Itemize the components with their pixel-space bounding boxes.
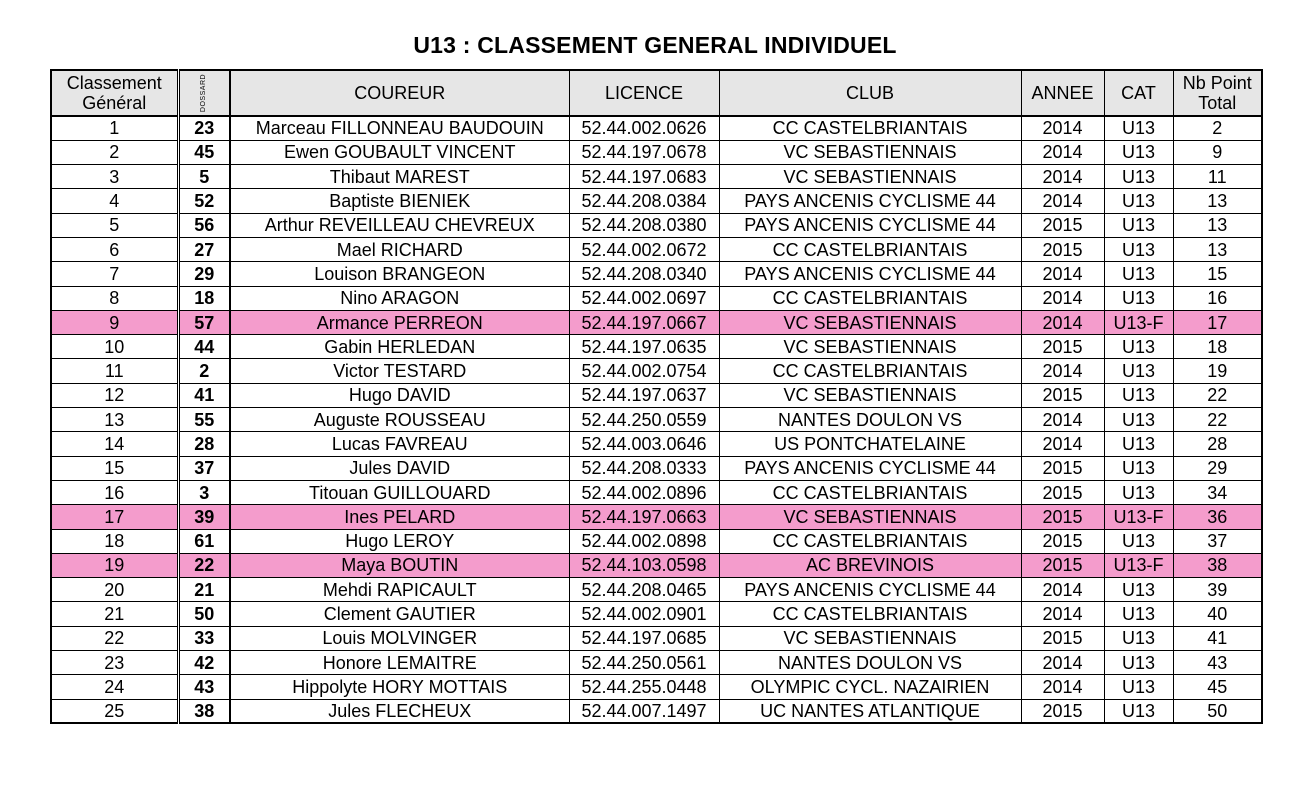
table-row [51,237,1262,261]
cell-dossard: 41 [178,383,230,407]
cell-points: 13 [1173,213,1262,237]
cell-club: VC SEBASTIENNAIS [719,335,1021,359]
cell-annee: 2014 [1021,432,1104,456]
cell-rank: 6 [51,237,178,261]
cell-annee: 2014 [1021,310,1104,334]
cell-licence: 52.44.208.0380 [569,213,719,237]
cell-cat: U13 [1104,213,1173,237]
cell-rank: 10 [51,335,178,359]
cell-points: 13 [1173,237,1262,261]
header-annee: ANNEE [1021,70,1104,116]
cell-rank: 25 [51,699,178,723]
table-row [51,480,1262,504]
cell-rank: 19 [51,553,178,577]
cell-cat: U13-F [1104,505,1173,529]
cell-annee: 2014 [1021,262,1104,286]
cell-licence: 52.44.002.0896 [569,480,719,504]
cell-licence: 52.44.003.0646 [569,432,719,456]
cell-coureur: Ines PELARD [230,505,569,529]
cell-licence: 52.44.002.0898 [569,529,719,553]
cell-points: 38 [1173,553,1262,577]
cell-annee: 2014 [1021,408,1104,432]
cell-rank: 22 [51,626,178,650]
cell-dossard: 33 [178,626,230,650]
cell-points: 34 [1173,480,1262,504]
cell-cat: U13 [1104,237,1173,261]
header-club: CLUB [719,70,1021,116]
cell-points: 9 [1173,140,1262,164]
header-rank-line1: Classement [66,73,162,93]
cell-rank: 21 [51,602,178,626]
cell-dossard: 44 [178,335,230,359]
cell-cat: U13 [1104,408,1173,432]
table-row [51,116,1262,140]
table-row [51,213,1262,237]
cell-annee: 2015 [1021,626,1104,650]
cell-points: 28 [1173,432,1262,456]
cell-annee: 2015 [1021,699,1104,723]
cell-cat: U13 [1104,578,1173,602]
table-row [51,140,1262,164]
cell-coureur: Honore LEMAITRE [230,651,569,675]
cell-cat: U13 [1104,699,1173,723]
cell-club: VC SEBASTIENNAIS [719,310,1021,334]
cell-points: 50 [1173,699,1262,723]
table-row [51,383,1262,407]
cell-cat: U13 [1104,189,1173,213]
table-row [51,165,1262,189]
cell-annee: 2015 [1021,383,1104,407]
table-row [51,626,1262,650]
cell-annee: 2015 [1021,213,1104,237]
cell-dossard: 29 [178,262,230,286]
cell-cat: U13 [1104,602,1173,626]
page-title: U13 : CLASSEMENT GENERAL INDIVIDUEL [413,32,897,58]
cell-club: NANTES DOULON VS [719,651,1021,675]
cell-licence: 52.44.197.0678 [569,140,719,164]
cell-rank: 2 [51,140,178,164]
cell-dossard: 28 [178,432,230,456]
cell-coureur: Marceau FILLONNEAU BAUDOUIN [230,116,569,140]
cell-annee: 2014 [1021,286,1104,310]
cell-coureur: Jules DAVID [230,456,569,480]
cell-club: VC SEBASTIENNAIS [719,383,1021,407]
cell-cat: U13 [1104,480,1173,504]
cell-licence: 52.44.103.0598 [569,553,719,577]
cell-dossard: 50 [178,602,230,626]
cell-annee: 2014 [1021,602,1104,626]
cell-club: OLYMPIC CYCL. NAZAIRIEN [719,675,1021,699]
cell-coureur: Titouan GUILLOUARD [230,480,569,504]
cell-rank: 12 [51,383,178,407]
cell-club: CC CASTELBRIANTAIS [719,286,1021,310]
table-body [51,116,1262,723]
cell-annee: 2015 [1021,335,1104,359]
cell-club: AC BREVINOIS [719,553,1021,577]
cell-coureur: Thibaut MAREST [230,165,569,189]
cell-club: VC SEBASTIENNAIS [719,165,1021,189]
cell-points: 36 [1173,505,1262,529]
cell-coureur: Mehdi RAPICAULT [230,578,569,602]
cell-licence: 52.44.002.0697 [569,286,719,310]
cell-points: 41 [1173,626,1262,650]
cell-coureur: Nino ARAGON [230,286,569,310]
cell-licence: 52.44.197.0685 [569,626,719,650]
cell-dossard: 61 [178,529,230,553]
cell-rank: 16 [51,480,178,504]
cell-points: 22 [1173,408,1262,432]
cell-rank: 9 [51,310,178,334]
cell-dossard: 45 [178,140,230,164]
cell-coureur: Victor TESTARD [230,359,569,383]
cell-points: 15 [1173,262,1262,286]
cell-dossard: 2 [178,359,230,383]
table-row [51,432,1262,456]
cell-annee: 2014 [1021,359,1104,383]
cell-licence: 52.44.197.0667 [569,310,719,334]
header-licence: LICENCE [569,70,719,116]
table-row [51,505,1262,529]
cell-coureur: Auguste ROUSSEAU [230,408,569,432]
cell-rank: 1 [51,116,178,140]
cell-licence: 52.44.002.0901 [569,602,719,626]
cell-club: VC SEBASTIENNAIS [719,505,1021,529]
cell-dossard: 23 [178,116,230,140]
cell-cat: U13 [1104,335,1173,359]
table-row [51,335,1262,359]
cell-licence: 52.44.208.0333 [569,456,719,480]
cell-rank: 4 [51,189,178,213]
cell-club: NANTES DOULON VS [719,408,1021,432]
table-row [51,578,1262,602]
cell-rank: 11 [51,359,178,383]
cell-rank: 18 [51,529,178,553]
cell-coureur: Hippolyte HORY MOTTAIS [230,675,569,699]
cell-club: US PONTCHATELAINE [719,432,1021,456]
cell-points: 37 [1173,529,1262,553]
cell-rank: 15 [51,456,178,480]
cell-club: CC CASTELBRIANTAIS [719,237,1021,261]
header-points-line1: Nb Point [1182,73,1252,93]
cell-club: PAYS ANCENIS CYCLISME 44 [719,456,1021,480]
table-row [51,189,1262,213]
cell-points: 39 [1173,578,1262,602]
header-points-line2: Total [1198,93,1237,113]
cell-club: CC CASTELBRIANTAIS [719,359,1021,383]
cell-coureur: Hugo DAVID [230,383,569,407]
cell-cat: U13 [1104,383,1173,407]
cell-annee: 2014 [1021,140,1104,164]
ranking-table [50,69,1263,724]
cell-licence: 52.44.197.0635 [569,335,719,359]
cell-dossard: 52 [178,189,230,213]
cell-coureur: Louison BRANGEON [230,262,569,286]
table-row [51,699,1262,723]
cell-coureur: Jules FLECHEUX [230,699,569,723]
table-row [51,456,1262,480]
cell-club: CC CASTELBRIANTAIS [719,529,1021,553]
cell-rank: 8 [51,286,178,310]
cell-dossard: 37 [178,456,230,480]
cell-points: 29 [1173,456,1262,480]
cell-rank: 20 [51,578,178,602]
header-dossard-label: DOSSARD [200,73,208,113]
cell-dossard: 42 [178,651,230,675]
cell-dossard: 43 [178,675,230,699]
table-row [51,651,1262,675]
cell-licence: 52.44.250.0559 [569,408,719,432]
cell-dossard: 57 [178,310,230,334]
cell-coureur: Louis MOLVINGER [230,626,569,650]
cell-licence: 52.44.197.0663 [569,505,719,529]
cell-annee: 2015 [1021,553,1104,577]
cell-dossard: 56 [178,213,230,237]
cell-cat: U13-F [1104,310,1173,334]
cell-club: PAYS ANCENIS CYCLISME 44 [719,262,1021,286]
table-row [51,262,1262,286]
cell-licence: 52.44.255.0448 [569,675,719,699]
cell-cat: U13 [1104,432,1173,456]
cell-coureur: Lucas FAVREAU [230,432,569,456]
cell-club: CC CASTELBRIANTAIS [719,116,1021,140]
cell-dossard: 27 [178,237,230,261]
cell-cat: U13 [1104,116,1173,140]
cell-points: 2 [1173,116,1262,140]
cell-cat: U13-F [1104,553,1173,577]
table-row [51,286,1262,310]
cell-cat: U13 [1104,286,1173,310]
cell-points: 40 [1173,602,1262,626]
cell-points: 19 [1173,359,1262,383]
cell-coureur: Gabin HERLEDAN [230,335,569,359]
cell-licence: 52.44.197.0683 [569,165,719,189]
table-row [51,553,1262,577]
cell-coureur: Mael RICHARD [230,237,569,261]
cell-points: 45 [1173,675,1262,699]
cell-dossard: 55 [178,408,230,432]
header-points [1173,70,1262,116]
cell-club: PAYS ANCENIS CYCLISME 44 [719,213,1021,237]
cell-club: CC CASTELBRIANTAIS [719,480,1021,504]
table-row [51,529,1262,553]
cell-dossard: 39 [178,505,230,529]
table-row [51,359,1262,383]
cell-club: UC NANTES ATLANTIQUE [719,699,1021,723]
cell-points: 18 [1173,335,1262,359]
cell-dossard: 21 [178,578,230,602]
cell-coureur: Ewen GOUBAULT VINCENT [230,140,569,164]
table-header [51,70,1262,116]
cell-annee: 2015 [1021,237,1104,261]
header-rank [51,70,178,116]
cell-coureur: Armance PERREON [230,310,569,334]
cell-rank: 14 [51,432,178,456]
cell-points: 43 [1173,651,1262,675]
header-coureur: COUREUR [230,70,569,116]
cell-cat: U13 [1104,675,1173,699]
cell-cat: U13 [1104,529,1173,553]
cell-points: 13 [1173,189,1262,213]
cell-licence: 52.44.002.0672 [569,237,719,261]
cell-licence: 52.44.208.0465 [569,578,719,602]
cell-points: 11 [1173,165,1262,189]
cell-rank: 17 [51,505,178,529]
cell-annee: 2014 [1021,116,1104,140]
cell-annee: 2015 [1021,456,1104,480]
cell-club: VC SEBASTIENNAIS [719,626,1021,650]
cell-cat: U13 [1104,626,1173,650]
cell-licence: 52.44.197.0637 [569,383,719,407]
cell-cat: U13 [1104,262,1173,286]
cell-annee: 2015 [1021,529,1104,553]
cell-licence: 52.44.002.0754 [569,359,719,383]
cell-annee: 2015 [1021,505,1104,529]
table-row [51,408,1262,432]
table-row [51,310,1262,334]
cell-club: PAYS ANCENIS CYCLISME 44 [719,189,1021,213]
cell-licence: 52.44.208.0384 [569,189,719,213]
cell-annee: 2014 [1021,675,1104,699]
cell-annee: 2014 [1021,578,1104,602]
cell-annee: 2015 [1021,480,1104,504]
header-dossard [178,70,230,116]
cell-licence: 52.44.007.1497 [569,699,719,723]
cell-coureur: Clement GAUTIER [230,602,569,626]
cell-rank: 23 [51,651,178,675]
cell-dossard: 3 [178,480,230,504]
cell-club: CC CASTELBRIANTAIS [719,602,1021,626]
cell-club: PAYS ANCENIS CYCLISME 44 [719,578,1021,602]
cell-licence: 52.44.208.0340 [569,262,719,286]
cell-annee: 2014 [1021,189,1104,213]
table-row [51,675,1262,699]
cell-rank: 7 [51,262,178,286]
cell-coureur: Maya BOUTIN [230,553,569,577]
cell-coureur: Baptiste BIENIEK [230,189,569,213]
cell-dossard: 18 [178,286,230,310]
cell-rank: 5 [51,213,178,237]
header-rank-line2: Général [82,93,147,113]
cell-coureur: Hugo LEROY [230,529,569,553]
cell-cat: U13 [1104,165,1173,189]
cell-dossard: 5 [178,165,230,189]
cell-cat: U13 [1104,359,1173,383]
header-cat: CAT [1104,70,1173,116]
cell-licence: 52.44.250.0561 [569,651,719,675]
cell-rank: 24 [51,675,178,699]
cell-points: 16 [1173,286,1262,310]
table-row [51,602,1262,626]
cell-annee: 2014 [1021,165,1104,189]
cell-cat: U13 [1104,140,1173,164]
cell-rank: 13 [51,408,178,432]
cell-club: VC SEBASTIENNAIS [719,140,1021,164]
cell-cat: U13 [1104,456,1173,480]
cell-points: 17 [1173,310,1262,334]
cell-cat: U13 [1104,651,1173,675]
cell-rank: 3 [51,165,178,189]
cell-licence: 52.44.002.0626 [569,116,719,140]
cell-annee: 2014 [1021,651,1104,675]
cell-points: 22 [1173,383,1262,407]
cell-dossard: 38 [178,699,230,723]
cell-dossard: 22 [178,553,230,577]
cell-coureur: Arthur REVEILLEAU CHEVREUX [230,213,569,237]
